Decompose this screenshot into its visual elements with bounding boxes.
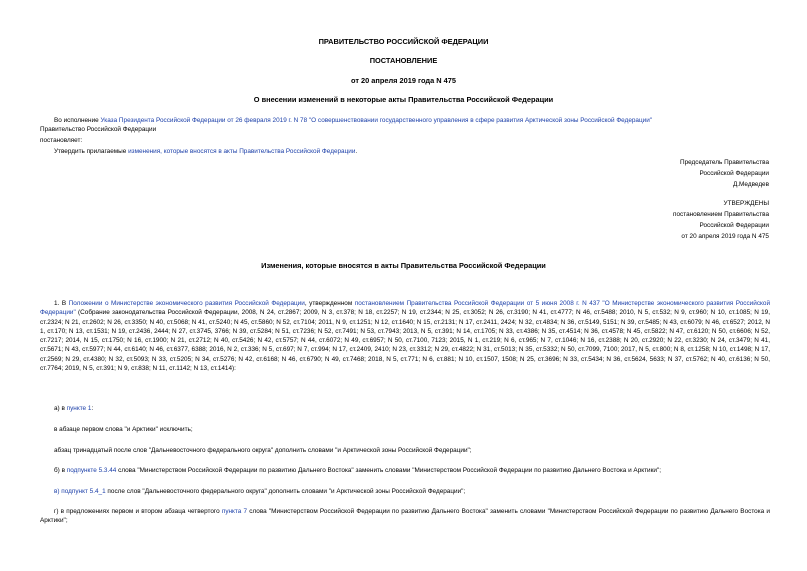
item-1-body: (Собрание законодательства Российской Федерации, 2008, N 24, ст.2867; 2009, N 3, ст.378; N 18, ст.2257; N 19, ст.2344; N 25, ст.3052; N 26, ст.3190; N 41, ст.4777; N 46, ст.5488; 2010, N 5, ст.532; N 9, ст.960; N 10, ст.1085; N 19, ст.2324; N 21, ст.2602; N 26, ст.3350; N 40, ст.5068; N 41, ст.5240; N 45, ст.5860; N 52, ст.7104; 2011, N 9, ст.1251; N 12, ст.1640; N 15, ст.2131; N 17, ст.2411, 2424; N 32, ст.4834; N 36, ст.5149, 5151; N 39, ст.5485; N 43, ст.6079; N 46, ст.6527; 2012, N 1, ст.170; N 13, ст.1531; N 19, ст.2436, 2444; N 27, ст.3745, 3766; N 39, ст.5284; N 51, ст.7236; N 52, ст.7491; N 53, ст.7943; 2013, N 5, ст.391; N 14, ст.1705; N 33, ст.4386; N 35, ст.4514; N 36, ст.4578; N 45, ст.5822; N 47, ст.6120; N 50, ст.6606; N 52, ст.7217; 2014, N 15, ст.1750; N 16, ст.1900; N 21, ст.2712; N 40, ст.5426; N 42, ст.5757; N 44, ст.6072; N 49, ст.6957; N 50, ст.7100, 7123; 2015, N 1, ст.219; N 6, ст.965; N 7, ст.1046; N 16, ст.2388; N 20, ст.2920; N 22, ст.3230; N 24, ст.3479; N 41, ст.5671; N 43, ст.5977; N 44, ст.6140; N 46, ст.6377, 6388; 2016, N 2, ст.336; N 5, ст.697; N 7, ст.994; N 17, ст.2409, 2410; N 23, ст.3312; N 29, ст.4822; N 31, ст.5013; N 35, ст.5332; N 50, ст.7099, 7100; 2017, N 5, ст.800; N 8, ст.1258; N 10, ст.1498; N 17, ст.2569; N 29, ст.4380; N 32, ст.5093; N 33, ст.5205; N 34, ст.5276; N 42, ст.6168; N 46, ст.6790; N 49, ст.7468; 2018, N 5, ст.771; N 6, ст.881; N 10, ст.1507, 1508; N 25, ст.3696; N 33, ст.5434; N 36, ст.5624, 5633; N 37, ст.5762; N 40, ст.6136; N 50, ст.7764; 2019, N 5, ст.391; N 9, ст.838; N 11, ст.1142; N 13, ст.1414): [40,309,770,373]
ministry-regulation-link[interactable]: Положении о Министерстве экономического развития Российской Федерации [68,300,305,307]
sub-g [40,507,770,525]
point-1-link[interactable]: пункте 1 [66,405,92,412]
signature-title: Председатель Правительства [680,159,769,166]
doc-date-number: от 20 апреля 2019 года N 475 [350,76,456,85]
approve-tail: . [355,148,358,155]
preamble-government: Правительство Российской Федерации [40,126,157,133]
sub-b [40,466,770,475]
sub-v [40,487,770,496]
sub-a-lead: а) в [54,405,67,412]
changes-title: Изменения, которые вносятся в акты Правительства Российской Федерации [261,261,546,270]
doc-type-heading: ПОСТАНОВЛЕНИЕ [369,56,438,65]
sub-b-tail: слова "Министерством Российской Федерации по развитию Дальнего Востока" заменить словами "Министерством Российской Федерации по развитию Дальнего Востока и Арктики"; [116,467,662,474]
item-1-paragraph [40,299,770,373]
resolution-437-link[interactable]: постановлением Правительства Российской Федерации от 5 июня 2008 г. N 437 "О Министерстве экономического развития Российской Федерации" [40,300,771,317]
sub-a-1: в абзаце первом слова "и Арктики" исключить; [54,426,193,433]
sub-b-lead: б) в [54,467,67,474]
signature-block [469,158,769,189]
changes-link[interactable]: изменения, которые вносятся в акты Правительства Российской Федерации [128,148,356,155]
sub-a-2: абзац тринадцатый после слов "Дальневосточного федерального округа" дополнить словами "и Арктической зоны Российской Федерации"; [54,447,472,454]
approve-line [40,147,770,156]
approved-by: постановлением Правительства [673,211,769,218]
item-1-lead: 1. В [54,300,69,307]
doc-title: О внесении изменений в некоторые акты Правительства Российской Федерации [253,95,554,104]
government-heading: ПРАВИТЕЛЬСТВО РОССИЙСКОЙ ФЕДЕРАЦИИ [318,37,489,46]
signature-name: Д.Медведев [732,181,769,188]
point-7-link[interactable]: пункта 7 [221,508,248,515]
approved-country: Российской Федерации [699,222,769,229]
sub-g-lead: г) в предложениях первом и втором абзаца четвертого [54,508,222,515]
sub-a-tail: : [91,405,94,412]
preamble-lead: Во исполнение [54,117,101,124]
signature-country: Российской Федерации [699,170,769,177]
item-1-mid: , утвержденном [304,300,355,307]
approved-block [469,199,769,241]
preamble-line [40,116,770,125]
subpoint-5-4-1-link[interactable]: в) подпункт 5.4_1 [54,488,106,495]
approved-date: от 20 апреля 2019 года N 475 [681,233,769,240]
approve-lead: Утвердить прилагаемые [54,148,129,155]
preamble-resolves: постановляет: [40,137,83,144]
sub-a [40,404,770,413]
presidential-decree-link[interactable]: Указа Президента Российской Федерации от 26 февраля 2019 г. N 78 "О совершенствовании государственного управления в сфере развития Арктической зоны Российской Федерации" [100,117,653,124]
approved-label: УТВЕРЖДЕНЫ [723,200,769,207]
sub-g-tail: слова "Министерством Российской Федерации по развитию Дальнего Востока" заменить словами "Министерством Российской Федерации по развитию Дальнего Востока и Арктики"; [40,508,770,524]
subpoint-5-3-44-link[interactable]: подпункте 5.3.44 [66,467,117,474]
sub-v-tail: после слов "Дальневосточного федерального округа" дополнить словами "и Арктической зоны Российской Федерации"; [105,488,466,495]
